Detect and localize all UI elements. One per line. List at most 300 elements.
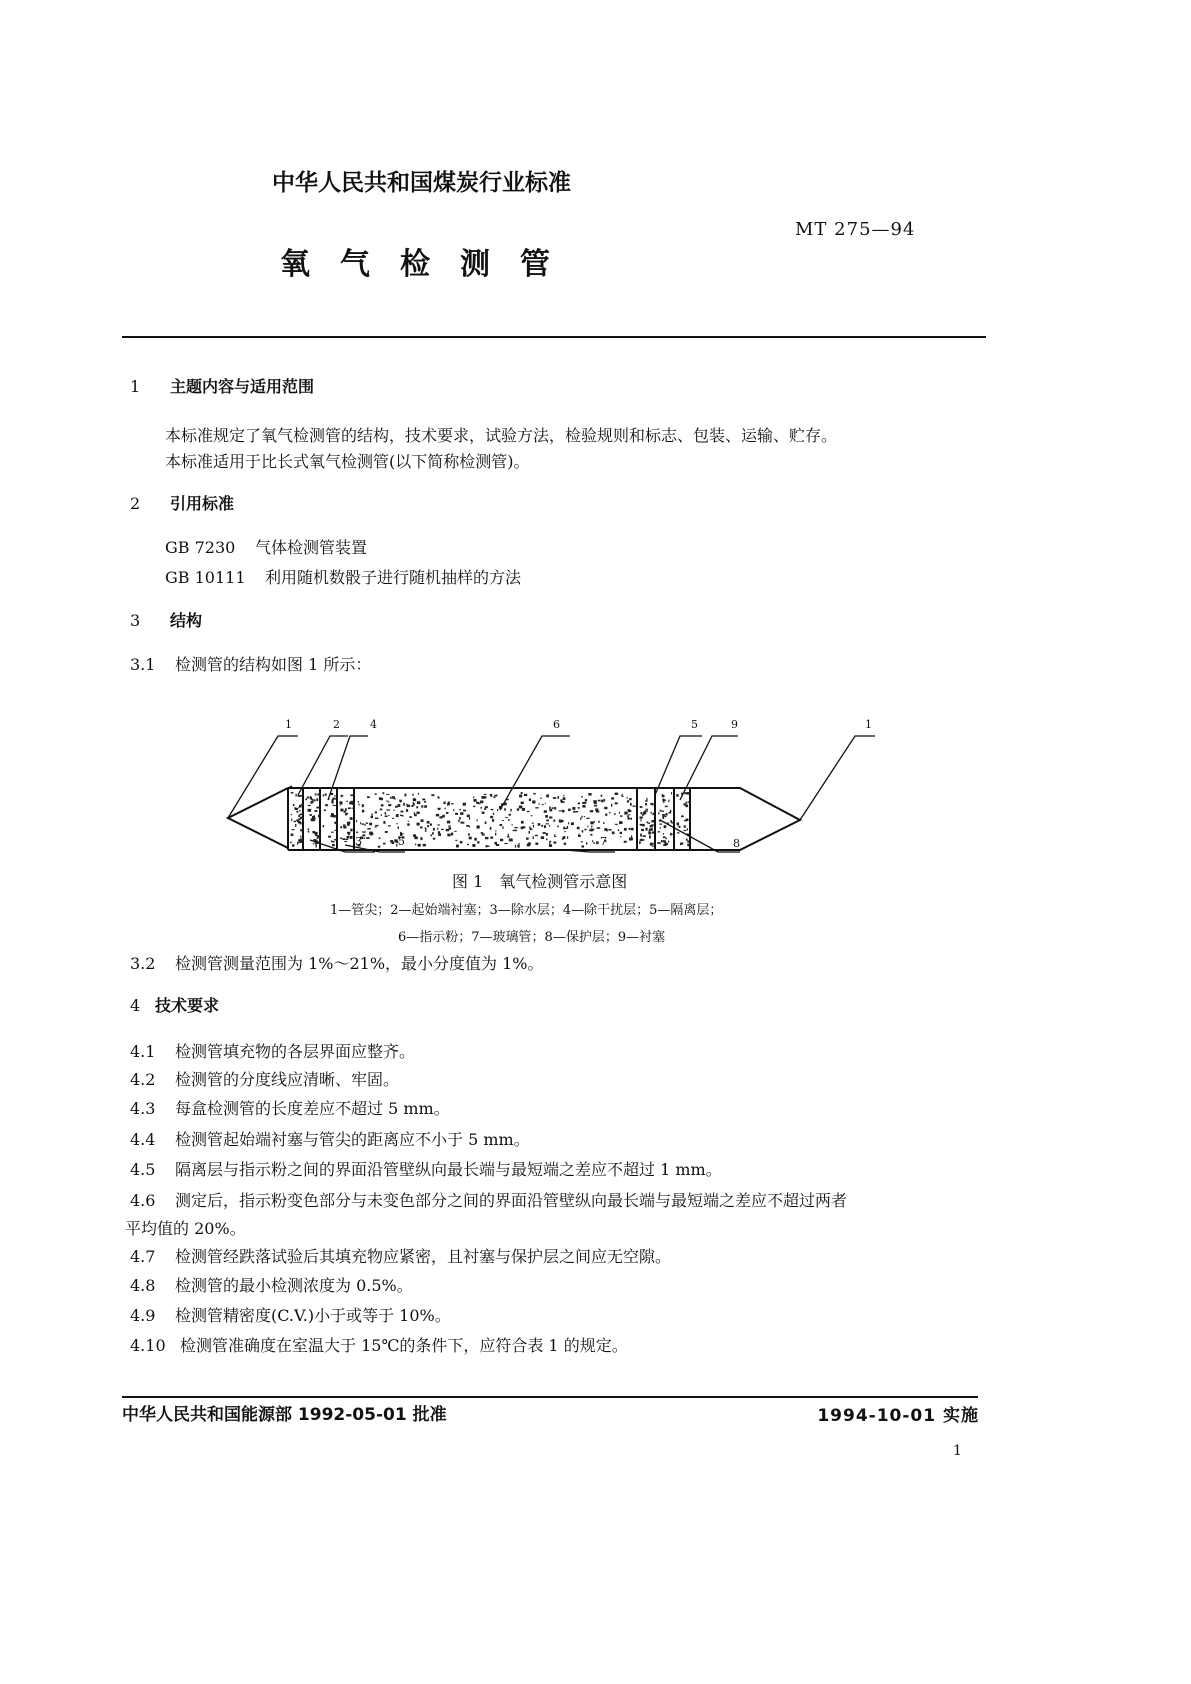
ref-code: GB 7230 — [165, 538, 236, 557]
fill-speckle — [505, 817, 507, 818]
fill-speckle — [512, 824, 513, 825]
fill-speckle — [433, 838, 435, 840]
fill-speckle — [332, 844, 335, 846]
fill-speckle — [595, 808, 598, 811]
fill-speckle — [380, 797, 382, 800]
fill-speckle — [493, 813, 494, 815]
fill-speckle — [552, 807, 554, 809]
fill-speckle — [677, 825, 678, 826]
fill-speckle — [513, 830, 514, 831]
fill-speckle — [398, 804, 401, 807]
fill-speckle — [594, 805, 597, 806]
fill-speckle — [421, 819, 424, 822]
fill-speckle — [662, 795, 665, 797]
fill-speckle — [438, 833, 441, 836]
callout-label: 2 — [333, 718, 340, 731]
fill-speckle — [645, 803, 647, 805]
fill-speckle — [408, 821, 409, 822]
callout-label: 1 — [865, 718, 872, 731]
fill-speckle — [364, 824, 366, 826]
fill-speckle — [502, 826, 503, 828]
fill-speckle — [591, 825, 592, 827]
fill-speckle — [466, 825, 469, 827]
fill-speckle — [300, 822, 302, 824]
clause-4-8 — [130, 1278, 413, 1294]
fill-speckle — [564, 831, 565, 832]
fill-speckle — [519, 806, 522, 809]
fill-speckle — [436, 814, 439, 816]
fill-speckle — [456, 845, 459, 848]
fill-speckle — [300, 795, 302, 797]
fill-speckle — [593, 800, 596, 802]
fill-speckle — [630, 818, 632, 820]
fill-speckle — [334, 795, 335, 797]
fill-speckle — [658, 812, 659, 814]
fill-speckle — [582, 802, 585, 804]
fill-speckle — [490, 816, 493, 818]
fill-speckle — [524, 794, 527, 796]
fill-speckle — [620, 815, 623, 817]
clause-4-9 — [130, 1308, 451, 1324]
fill-speckle — [295, 824, 296, 827]
callout-label: 8 — [733, 837, 740, 850]
fill-speckle — [628, 814, 630, 815]
fill-speckle — [606, 829, 608, 831]
paragraph: 本标准适用于比长式氧气检测管(以下简称检测管)。 — [165, 452, 530, 471]
fill-speckle — [631, 828, 634, 831]
fill-speckle — [532, 823, 534, 824]
clause-text: 检测管经跌落试验后其填充物应紧密，且衬塞与保护层之间应无空隙。 — [175, 1247, 672, 1266]
fill-speckle — [529, 826, 530, 828]
fill-speckle — [413, 798, 416, 801]
fill-speckle — [314, 832, 317, 835]
section-title: 结构 — [170, 611, 203, 630]
fill-speckle — [631, 835, 632, 837]
fill-speckle — [545, 815, 548, 818]
fill-speckle — [292, 844, 294, 846]
fill-speckle — [608, 829, 611, 830]
fill-speckle — [620, 836, 621, 837]
reference-item — [165, 540, 367, 556]
fill-speckle — [375, 826, 377, 827]
fill-speckle — [308, 831, 310, 832]
fill-speckle — [549, 816, 552, 818]
fill-speckle — [661, 840, 663, 842]
clause-4-1 — [130, 1044, 415, 1060]
fill-speckle — [502, 820, 504, 821]
fill-speckle — [578, 807, 580, 809]
fill-speckle — [347, 836, 350, 839]
fill-speckle — [660, 827, 661, 829]
fill-speckle — [473, 806, 475, 807]
fill-speckle — [420, 826, 422, 828]
fill-speckle — [527, 811, 530, 812]
fill-speckle — [328, 836, 331, 838]
fill-speckle — [290, 842, 292, 843]
fill-speckle — [385, 815, 388, 817]
fill-speckle — [369, 833, 371, 834]
fill-speckle — [417, 823, 420, 826]
fill-speckle — [375, 817, 378, 818]
fill-speckle — [546, 823, 549, 824]
fill-speckle — [388, 825, 391, 826]
fill-speckle — [665, 806, 668, 807]
fill-speckle — [420, 837, 422, 840]
fill-speckle — [553, 820, 555, 822]
fill-speckle — [425, 828, 426, 830]
fill-speckle — [584, 816, 585, 817]
fill-speckle — [651, 812, 652, 814]
fill-speckle — [589, 830, 592, 831]
ref-name: 气体检测管装置 — [255, 538, 368, 557]
fill-speckle — [611, 804, 612, 807]
fill-speckle — [490, 827, 492, 830]
approval-note: 中华人民共和国能源部 1992-05-01 批准 — [122, 1405, 447, 1425]
fill-speckle — [343, 826, 346, 828]
fill-speckle — [564, 843, 566, 845]
fill-speckle — [523, 826, 525, 828]
fill-speckle — [672, 822, 674, 823]
clause-number: 4.9 — [130, 1306, 156, 1325]
fill-speckle — [688, 801, 690, 802]
fill-speckle — [375, 811, 377, 813]
fill-speckle — [310, 814, 312, 816]
section-title: 技术要求 — [155, 996, 220, 1015]
fill-speckle — [421, 805, 423, 807]
fill-speckle — [529, 831, 530, 834]
fill-speckle — [504, 843, 507, 844]
fill-speckle — [532, 800, 535, 803]
fill-speckle — [594, 821, 595, 823]
fill-speckle — [546, 820, 549, 822]
fill-speckle — [362, 834, 365, 836]
fill-speckle — [657, 842, 660, 844]
fill-speckle — [423, 844, 426, 846]
fill-speckle — [409, 816, 411, 818]
fill-speckle — [448, 825, 451, 826]
footer-rule — [122, 1396, 978, 1398]
fill-speckle — [629, 828, 631, 830]
fill-speckle — [439, 817, 442, 819]
fill-speckle — [393, 810, 394, 811]
fill-speckle — [597, 827, 600, 829]
fill-speckle — [371, 816, 373, 818]
fill-speckle — [491, 809, 494, 810]
fill-speckle — [545, 803, 546, 804]
fill-speckle — [578, 834, 579, 835]
fill-speckle — [588, 793, 591, 795]
fill-speckle — [553, 842, 555, 843]
fill-speckle — [605, 813, 607, 816]
fill-speckle — [687, 844, 690, 847]
fill-speckle — [633, 806, 636, 807]
callout-label: 4 — [370, 718, 377, 731]
fill-speckle — [652, 846, 655, 847]
fill-speckle — [425, 831, 427, 832]
fill-speckle — [323, 794, 324, 796]
fill-speckle — [406, 809, 408, 812]
fill-speckle — [478, 803, 481, 804]
fill-speckle — [483, 796, 486, 798]
fill-speckle — [310, 802, 312, 803]
fill-speckle — [404, 794, 406, 797]
fill-speckle — [509, 814, 511, 816]
fill-speckle — [300, 839, 303, 842]
fill-speckle — [648, 832, 651, 834]
section-title: 引用标准 — [170, 494, 235, 513]
fill-speckle — [454, 831, 456, 832]
clause-number: 4.2 — [130, 1070, 156, 1089]
fill-speckle — [359, 804, 360, 806]
clause-number: 4.5 — [130, 1160, 156, 1179]
fill-speckle — [414, 814, 417, 816]
callout-label: 5 — [398, 835, 405, 848]
fill-speckle — [294, 807, 296, 809]
effective-date: 1994-10-01 实施 — [817, 1406, 979, 1426]
header-rule — [122, 336, 986, 338]
fill-speckle — [601, 795, 603, 797]
fill-speckle — [614, 793, 617, 794]
callout-label: 6 — [553, 718, 560, 731]
fill-speckle — [392, 818, 394, 819]
section-4-heading — [130, 998, 219, 1014]
clause-number: 4.8 — [130, 1276, 156, 1295]
fill-speckle — [294, 821, 297, 822]
callout-label: 1 — [285, 718, 292, 731]
fill-speckle — [291, 792, 294, 793]
fill-speckle — [614, 813, 615, 815]
fill-speckle — [639, 816, 642, 818]
fill-speckle — [300, 829, 303, 831]
fill-speckle — [381, 814, 382, 816]
fill-speckle — [563, 827, 565, 830]
fill-speckle — [582, 830, 584, 832]
ref-name: 利用随机数骰子进行随机抽样的方法 — [265, 568, 522, 587]
fill-speckle — [590, 821, 593, 824]
fill-speckle — [443, 802, 445, 804]
fill-speckle — [472, 844, 475, 847]
fill-speckle — [449, 827, 451, 830]
figure-legend: 6—指示粉；7—玻璃管；8—保护层；9—衬塞 — [398, 930, 666, 945]
fill-speckle — [601, 800, 603, 803]
fill-speckle — [511, 839, 513, 840]
fill-speckle — [459, 809, 461, 810]
fill-speckle — [484, 794, 487, 795]
clause-text: 测定后，指示粉变色部分与未变色部分之间的界面沿管壁纵向最长端与最短端之差应不超过两者 — [175, 1191, 848, 1210]
fill-speckle — [485, 821, 487, 824]
fill-speckle — [670, 833, 672, 836]
fill-speckle — [325, 794, 327, 796]
clause-text: 检测管的结构如图 1 所示： — [175, 655, 372, 674]
fill-speckle — [352, 808, 355, 809]
fill-speckle — [526, 837, 529, 839]
figure-legend: 1—管尖；2—起始端衬塞；3—除水层；4—除干扰层；5—隔离层； — [330, 903, 723, 918]
fill-speckle — [684, 792, 687, 794]
fill-speckle — [541, 836, 544, 839]
fill-speckle — [535, 807, 538, 808]
fill-speckle — [640, 806, 643, 808]
fill-speckle — [296, 811, 298, 813]
fill-speckle — [340, 805, 341, 806]
fill-speckle — [291, 829, 294, 830]
fill-speckle — [306, 798, 307, 799]
fill-speckle — [549, 841, 551, 843]
fill-speckle — [663, 836, 666, 838]
fill-speckle — [427, 825, 429, 827]
fill-speckle — [482, 834, 485, 836]
fill-speckle — [663, 833, 664, 835]
fill-speckle — [649, 835, 651, 838]
clause-text: 检测管准确度在室温大于 15℃的条件下，应符合表 1 的规定。 — [180, 1336, 628, 1355]
fill-speckle — [387, 809, 390, 810]
clause-number: 4.3 — [130, 1099, 156, 1118]
fill-speckle — [346, 801, 348, 802]
fill-speckle — [562, 838, 564, 840]
fill-speckle — [396, 814, 399, 817]
clause-text: 检测管的分度线应清晰、牢固。 — [175, 1070, 400, 1089]
fill-speckle — [469, 837, 472, 840]
fill-speckle — [514, 830, 517, 831]
clause-text: 每盒检测管的长度差应不超过 5 mm。 — [175, 1099, 450, 1118]
fill-speckle — [307, 796, 309, 798]
fill-speckle — [463, 810, 466, 812]
fill-speckle — [624, 828, 627, 831]
fill-speckle — [446, 812, 448, 814]
fill-speckle — [349, 802, 352, 804]
fill-speckle — [521, 792, 523, 794]
fill-speckle — [400, 815, 402, 816]
fill-speckle — [291, 834, 294, 836]
fill-speckle — [540, 798, 541, 799]
fill-speckle — [554, 807, 556, 810]
fill-speckle — [580, 818, 581, 820]
fill-speckle — [557, 826, 559, 828]
fill-speckle — [533, 836, 534, 839]
fill-speckle — [572, 807, 575, 810]
fill-speckle — [334, 839, 337, 841]
fill-speckle — [508, 819, 509, 821]
fill-speckle — [612, 832, 615, 835]
clause-number: 4.4 — [130, 1130, 156, 1149]
fill-speckle — [495, 795, 497, 797]
fill-speckle — [424, 805, 427, 808]
fill-speckle — [549, 825, 550, 827]
fill-speckle — [559, 821, 561, 823]
fill-speckle — [598, 800, 601, 802]
fill-speckle — [554, 836, 556, 837]
fill-speckle — [586, 818, 589, 819]
fill-speckle — [482, 812, 485, 814]
fill-speckle — [416, 806, 418, 808]
fill-speckle — [310, 809, 311, 810]
fill-speckle — [665, 816, 667, 817]
clause-number: 4.7 — [130, 1247, 156, 1266]
fill-speckle — [553, 797, 556, 799]
fill-speckle — [563, 797, 566, 800]
fill-speckle — [350, 817, 353, 820]
fill-speckle — [438, 831, 440, 833]
clause-number: 4.10 — [130, 1336, 166, 1355]
fill-speckle — [344, 841, 347, 842]
fill-speckle — [567, 826, 569, 828]
fill-speckle — [473, 797, 474, 799]
fill-speckle — [298, 795, 301, 797]
fill-speckle — [356, 820, 357, 822]
fill-speckle — [340, 837, 342, 839]
fill-speckle — [615, 802, 618, 804]
fill-speckle — [568, 822, 569, 824]
fill-speckle — [645, 828, 647, 831]
fill-speckle — [469, 817, 470, 820]
fill-speckle — [366, 837, 369, 839]
section-3-heading — [130, 613, 202, 629]
fill-speckle — [399, 800, 402, 803]
fill-speckle — [427, 821, 430, 824]
fill-speckle — [515, 845, 516, 848]
fill-speckle — [323, 825, 325, 827]
fill-speckle — [663, 801, 664, 803]
fill-speckle — [487, 846, 490, 847]
fill-speckle — [546, 833, 548, 836]
fill-speckle — [316, 798, 318, 801]
fill-speckle — [492, 819, 494, 822]
fill-speckle — [460, 812, 463, 815]
fill-speckle — [316, 807, 319, 809]
fill-speckle — [348, 807, 351, 809]
fill-speckle — [604, 807, 607, 809]
fill-speckle — [668, 812, 671, 814]
fill-speckle — [298, 807, 299, 808]
fill-speckle — [315, 845, 316, 848]
fill-speckle — [670, 820, 672, 822]
fill-speckle — [629, 838, 630, 841]
fill-speckle — [424, 801, 426, 803]
fill-speckle — [676, 794, 678, 797]
fill-speckle — [383, 792, 385, 794]
fill-speckle — [333, 805, 336, 806]
fill-speckle — [643, 835, 646, 837]
fill-speckle — [618, 829, 619, 831]
fill-speckle — [385, 831, 388, 833]
fill-speckle — [347, 823, 350, 826]
fill-speckle — [386, 800, 387, 801]
callout-label: 3 — [355, 835, 362, 848]
fill-speckle — [474, 799, 477, 802]
fill-speckle — [317, 836, 319, 838]
fill-speckle — [295, 794, 296, 797]
fill-speckle — [567, 836, 568, 838]
fill-speckle — [477, 825, 478, 827]
fill-speckle — [649, 829, 650, 832]
fill-speckle — [358, 801, 359, 803]
fill-speckle — [418, 793, 419, 795]
fill-speckle — [590, 810, 593, 812]
fill-speckle — [467, 815, 470, 818]
fill-speckle — [538, 823, 541, 826]
fill-speckle — [664, 825, 667, 828]
fill-speckle — [451, 833, 453, 836]
clause-text: 检测管填充物的各层界面应整齐。 — [175, 1042, 416, 1061]
fill-speckle — [518, 843, 520, 844]
fill-speckle — [533, 825, 534, 828]
section-number: 1 — [130, 377, 141, 396]
fill-speckle — [477, 819, 478, 821]
fill-speckle — [562, 810, 565, 813]
fill-speckle — [330, 815, 332, 817]
fill-speckle — [544, 810, 547, 812]
fill-speckle — [581, 845, 584, 847]
fill-speckle — [650, 803, 653, 805]
